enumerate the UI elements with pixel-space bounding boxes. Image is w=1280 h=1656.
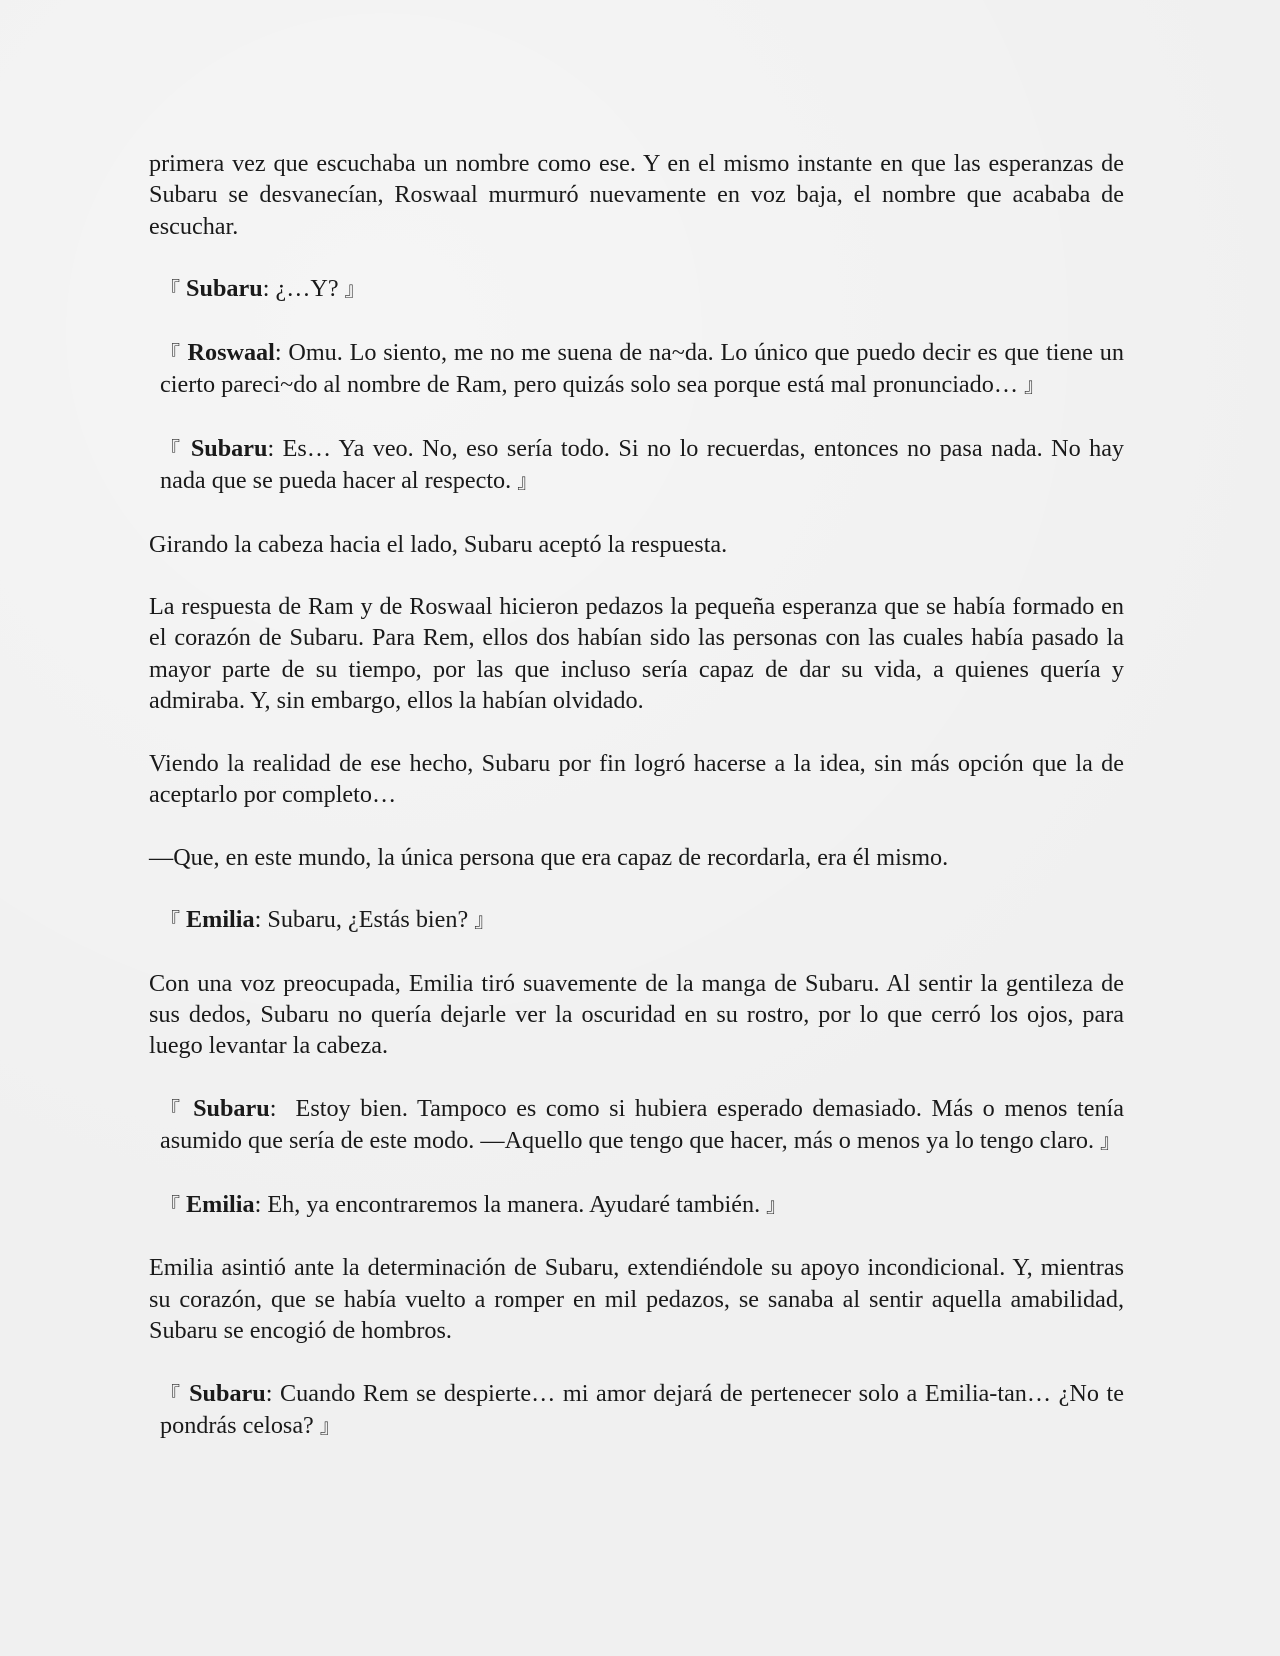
close-quote-bracket: 』 [474,908,495,933]
open-quote-bracket: 『 [160,908,180,933]
narration-paragraph: La respuesta de Ram y de Roswaal hicieron pedazos la pequeña esperanza que se había formado en el corazón de Subaru. Para Rem, ellos dos habían sido las personas con las cuales había pasado la mayor parte de su tiempo, por las que incluso sería capaz de dar su vida, a quienes quería y admiraba. Y, sin embargo, ellos la habían olvidado. [149,593,1124,715]
dialogue-text: Cuando Rem se despierte… mi amor dejará de pertenecer solo a Emilia-tan… ¿No te pondrás celosa? [160,1379,1124,1439]
speaker-name: Roswaal [187,338,275,366]
close-quote-bracket: 』 [344,277,365,302]
open-quote-bracket: 『 [160,340,181,365]
dialogue-line [149,337,1124,402]
dialogue-line [149,433,1124,498]
open-quote-bracket: 『 [160,1096,184,1121]
narration-paragraph: —Que, en este mundo, la única persona que era capaz de recordarla, era él mismo. [149,843,949,871]
page-body [149,148,1124,1473]
open-quote-bracket: 『 [160,1381,182,1406]
dialogue-line [149,904,1124,936]
speaker-separator: : [269,1094,296,1122]
close-quote-bracket: 』 [1024,373,1045,398]
narration-paragraph: Con una voz preocupada, Emilia tiró suavemente de la manga de Subaru. Al sentir la gentileza de sus dedos, Subaru no quería dejarle ver la oscuridad en su rostro, por lo que cerró los ojos, para luego levantar la cabeza. [149,969,1124,1060]
dialogue-line [149,1189,1124,1221]
speaker-separator: : [265,1379,281,1407]
narration-paragraph: Emilia asintió ante la determinación de Subaru, extendiéndole su apoyo incondicional. Y, mientras su corazón, que se había vuelto a romper en mil pedazos, se sanaba al sentir aquella amabilidad, Subaru se encogió de hombros. [149,1254,1124,1344]
speaker-name: Subaru [193,1094,270,1122]
speaker-name: Emilia [186,906,255,934]
speaker-separator: : [254,1190,268,1218]
close-quote-bracket: 』 [319,1413,340,1438]
open-quote-bracket: 『 [160,277,180,302]
narration-paragraph: Viendo la realidad de ese hecho, Subaru por fin logró hacerse a la idea, sin más opción que la de aceptarlo por completo… [149,749,1124,808]
speaker-name: Subaru [190,434,268,462]
dialogue-line [149,273,1124,305]
close-quote-bracket: 』 [517,468,538,493]
dialogue-text: Eh, ya encontraremos la manera. Ayudaré también. [267,1190,767,1218]
close-quote-bracket: 』 [1100,1129,1121,1154]
speaker-name: Subaru [189,1379,266,1407]
speaker-name: Subaru [186,275,263,303]
dialogue-text: Omu. Lo siento, me no me suena de na~da. Lo único que puedo decir es que tiene un cierto pareci~do al nombre de Ram, pero quizás solo sea porque está mal pronunciado… [160,338,1124,399]
dialogue-line [149,1093,1124,1158]
dialogue-text: Es… Ya veo. No, eso sería todo. Si no lo recuerdas, entonces no pasa nada. No hay nada que se pueda hacer al respecto. [160,434,1125,494]
open-quote-bracket: 『 [160,1192,180,1217]
narration-paragraph: primera vez que escuchaba un nombre como ese. Y en el mismo instante en que las esperanzas de Subaru se desvanecían, Roswaal murmuró nuevamente en voz baja, el nombre que acababa de escuchar. [149,150,1124,240]
dialogue-text: Estoy bien. Tampoco es como si hubiera esperado demasiado. Más o menos tenía asumido que sería de este modo. —Aquello que tengo que hacer, más o menos ya lo tengo claro. [160,1094,1125,1155]
dialogue-text: Subaru, ¿Estás bien? [267,906,475,934]
narration-paragraph: Girando la cabeza hacia el lado, Subaru aceptó la respuesta. [149,530,728,558]
close-quote-bracket: 』 [766,1192,787,1217]
speaker-separator: : [267,434,283,462]
open-quote-bracket: 『 [160,436,183,461]
speaker-separator: : [254,906,268,934]
speaker-separator: : [274,338,289,366]
speaker-separator: : [262,275,276,303]
dialogue-text: ¿…Y? [275,275,345,303]
speaker-name: Emilia [186,1190,255,1218]
dialogue-line [149,1378,1124,1443]
